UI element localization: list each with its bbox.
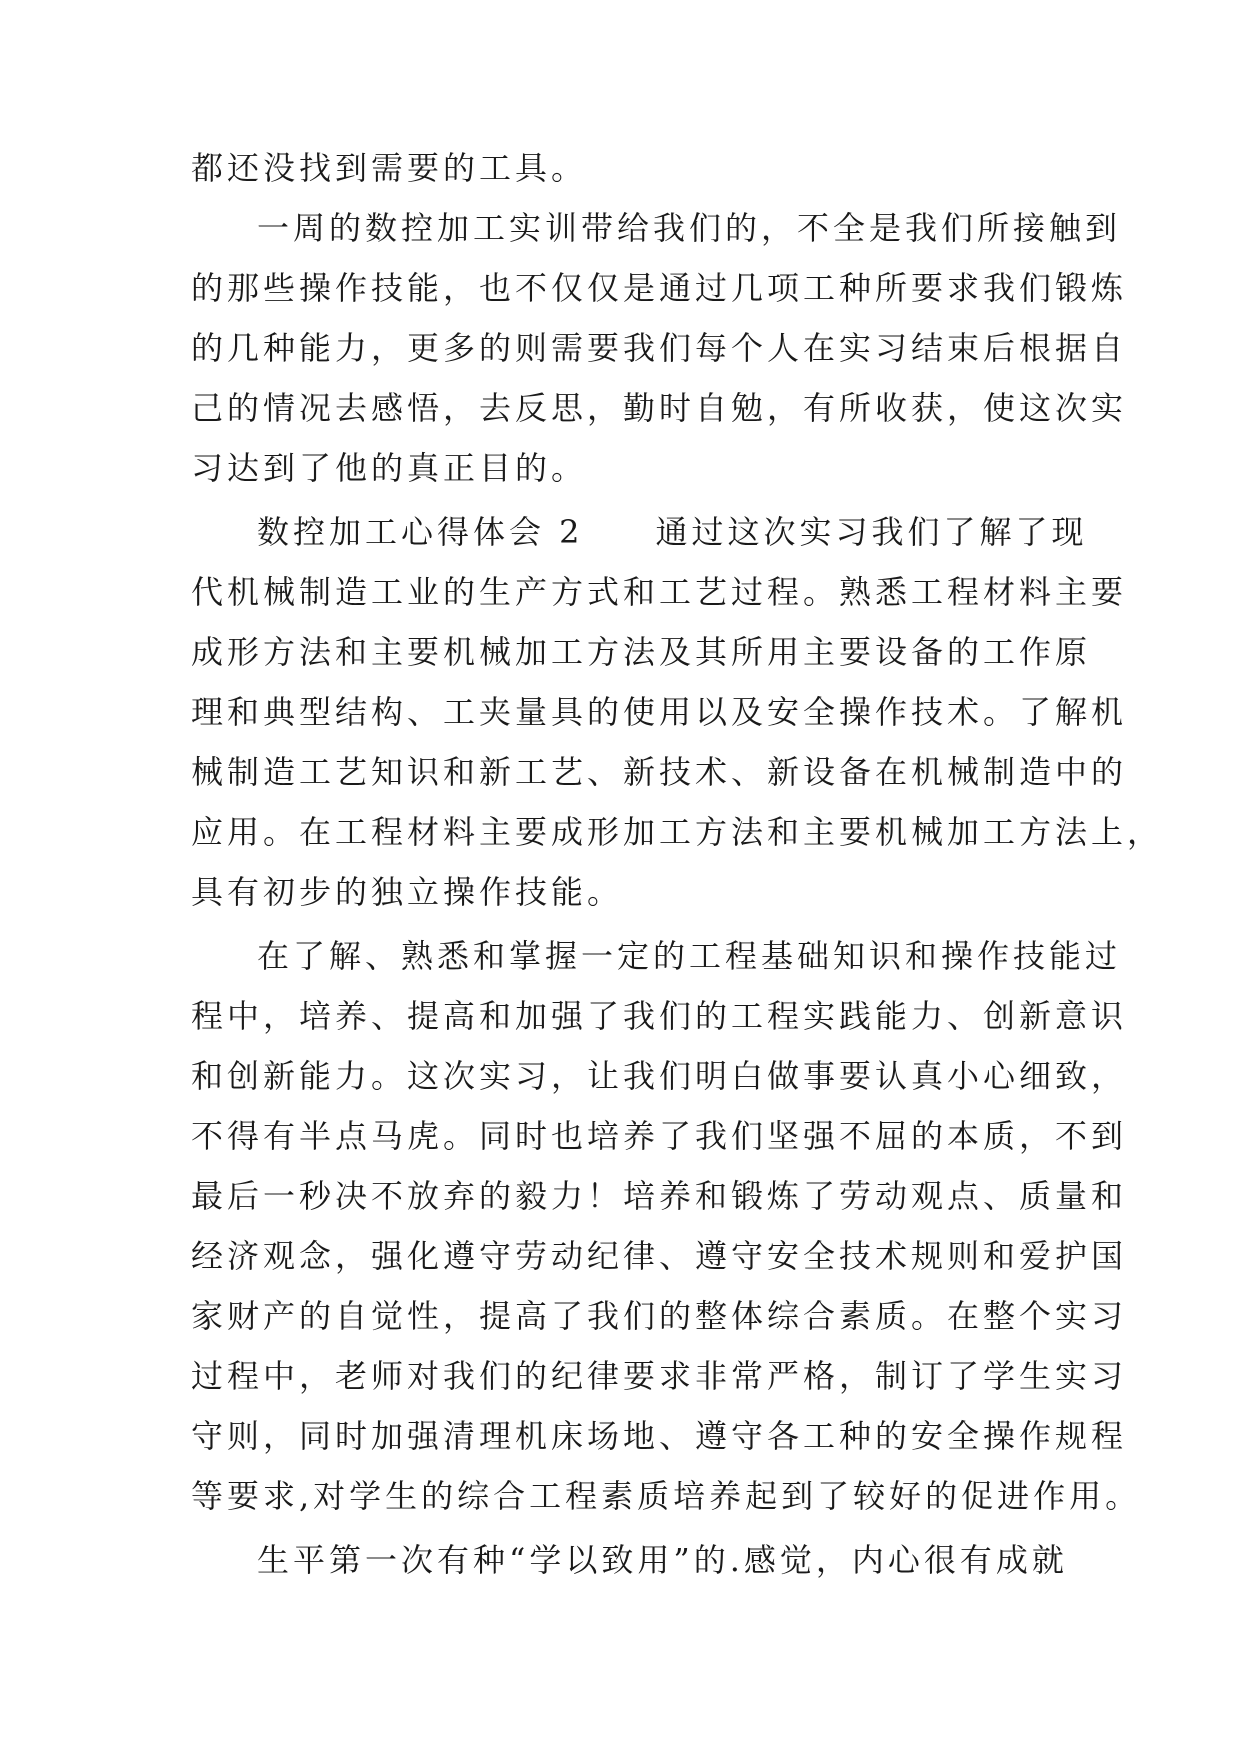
text-line: 守则，同时加强清理机床场地、遵守各工种的安全操作规程 — [191, 1417, 1128, 1455]
text-line: 应用。在工程材料主要成形加工方法和主要机械加工方法上， — [191, 813, 1164, 851]
text-line: 程中，培养、提高和加强了我们的工程实践能力、创新意识 — [191, 997, 1128, 1035]
section-heading-line: 数控加工心得体会 2 通过这次实习我们了解了现 — [257, 513, 1088, 551]
text-line: 理和典型结构、工夹量具的使用以及安全操作技术。了解机 — [191, 693, 1128, 731]
text-line: 家财产的自觉性，提高了我们的整体综合素质。在整个实习 — [191, 1297, 1128, 1335]
text-line: 械制造工艺知识和新工艺、新技术、新设备在机械制造中的 — [191, 753, 1128, 791]
text-line: 不得有半点马虎。同时也培养了我们坚强不屈的本质，不到 — [191, 1117, 1128, 1155]
text-line: 的几种能力，更多的则需要我们每个人在实习结束后根据自 — [191, 329, 1128, 367]
text-line: 具有初步的独立操作技能。 — [191, 873, 624, 911]
text-line: 最后一秒决不放弃的毅力！培养和锻炼了劳动观点、质量和 — [191, 1177, 1128, 1215]
text-line: 都还没找到需要的工具。 — [191, 149, 588, 187]
text-line: 经济观念，强化遵守劳动纪律、遵守安全技术规则和爱护国 — [191, 1237, 1128, 1275]
text-line: 习达到了他的真正目的。 — [191, 449, 588, 487]
text-line: 成形方法和主要机械加工方法及其所用主要设备的工作原 — [191, 633, 1092, 671]
text-line: 的那些操作技能，也不仅仅是通过几项工种所要求我们锻炼 — [191, 269, 1128, 307]
paragraph-first-line: 在了解、熟悉和掌握一定的工程基础知识和操作技能过 — [257, 937, 1122, 975]
text-line: 过程中，老师对我们的纪律要求非常严格，制订了学生实习 — [191, 1357, 1128, 1395]
text-line: 己的情况去感悟，去反思，勤时自勉，有所收获，使这次实 — [191, 389, 1128, 427]
text-line: 代机械制造工业的生产方式和工艺过程。熟悉工程材料主要 — [191, 573, 1128, 611]
paragraph-first-line: 一周的数控加工实训带给我们的，不全是我们所接触到 — [257, 209, 1122, 247]
text-line: 和创新能力。这次实习，让我们明白做事要认真小心细致， — [191, 1057, 1128, 1095]
text-line: 等要求,对学生的综合工程素质培养起到了较好的促进作用。 — [191, 1477, 1142, 1515]
paragraph-first-line: 生平第一次有种“学以致用”的.感觉，内心很有成就 — [257, 1541, 1068, 1579]
